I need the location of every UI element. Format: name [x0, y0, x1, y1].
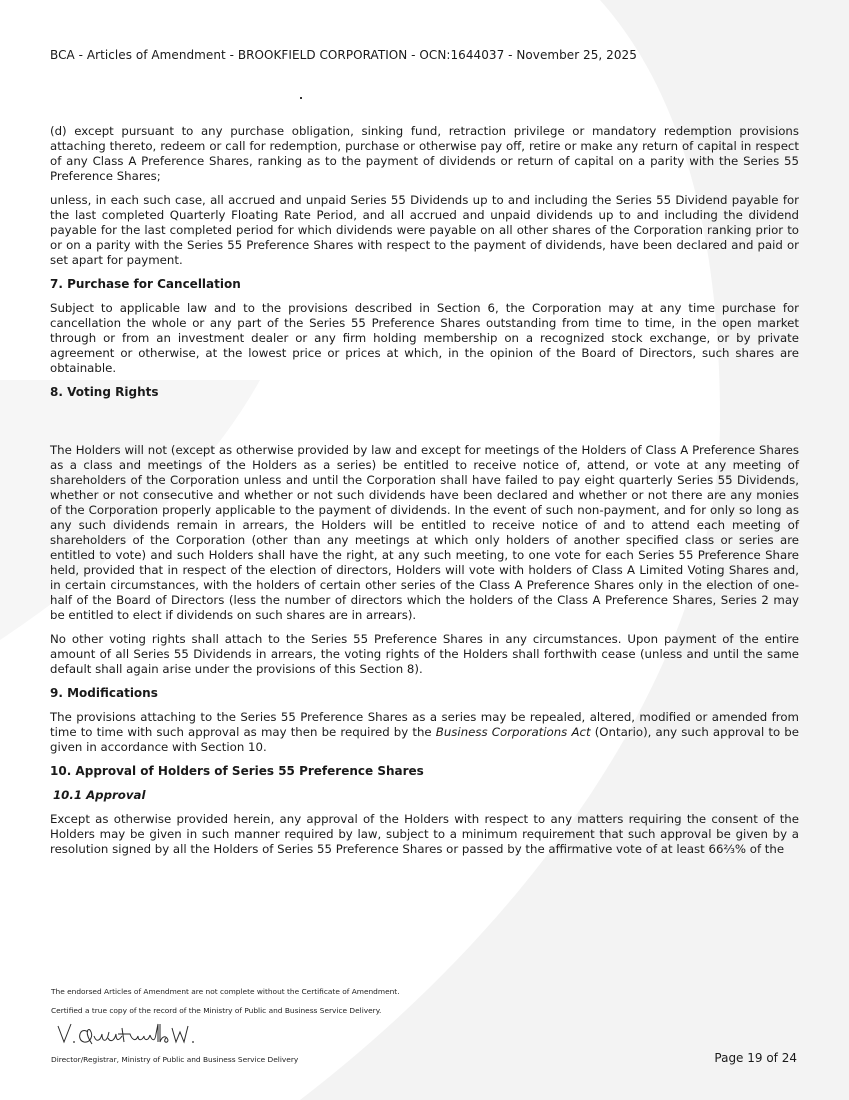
act-name: Business Corporations Act	[435, 725, 591, 739]
paragraph-section-7: Subject to applicable law and to the provisions described in Section 6, the Corporation may at any time purchase for cancellation the whole or any part of the Series 55 Preference Shares outstanding from time to time, in the open market through or from an investment dealer or any firm holding membership on a recognized stock exchange, or by private agreement or otherwise, at the lowest price or prices at which, in the opinion of the Board of Directors, such shares are obtainable.	[50, 301, 799, 375]
heading-section-7: 7. Purchase for Cancellation	[50, 277, 241, 291]
paragraph-section-9	[50, 710, 799, 755]
paragraph-section-10-1: Except as otherwise provided herein, any approval of the Holders with respect to any matters requiring the consent of the Holders may be given in such manner required by law, subject to a minimum requirement that such approval be given by a resolution signed by all the Holders of Series 55 Preference Shares or passed by the affirmative vote of at least 66⅔% of the	[50, 812, 799, 856]
section-9-text-start: The provisions attaching to the Series 55 Preference Shares as a series may be repealed, altered, modified or amended from time to time with such approval as may then be required by the	[50, 710, 799, 739]
section-9-text-end: (Ontario), any such approval to be given in accordance with Section 10.	[50, 725, 799, 754]
heading-section-10: 10. Approval of Holders of Series 55 Preference Shares	[50, 764, 424, 778]
heading-section-8: 8. Voting Rights	[50, 385, 159, 399]
paragraph-unless: unless, in each such case, all accrued and unpaid Series 55 Dividends up to and including the Series 55 Dividend payable for the last completed Quarterly Floating Rate Period, and all accrued and unpaid dividends up to and including the dividend payable for the last completed period for which dividends were payable on all other shares of the Corporation ranking prior to or on a parity with the Series 55 Preference Shares with respect to the payment of dividends, have been declared and paid or set apart for payment.	[50, 193, 799, 267]
page-number: Page 19 of 24	[714, 1051, 797, 1065]
heading-section-10-1: 10.1 Approval	[53, 788, 146, 802]
certificate-note: The endorsed Articles of Amendment are not complete without the Certificate of Amendment.	[51, 987, 400, 996]
registrar-title: Director/Registrar, Ministry of Public and Business Service Delivery	[51, 1055, 299, 1064]
registrar-signature	[54, 1018, 214, 1048]
document-header: BCA - Articles of Amendment - BROOKFIELD CORPORATION - OCN:1644037 - November 25, 2025	[50, 48, 637, 62]
document-page	[50, 0, 799, 1100]
certified-copy-note: Certified a true copy of the record of the Ministry of Public and Business Service Delivery.	[51, 1006, 382, 1015]
document-body	[50, 124, 799, 866]
paragraph-d: (d) except pursuant to any purchase obligation, sinking fund, retraction privilege or mandatory redemption provisions attaching thereto, redeem or call for redemption, purchase or otherwise pay off, retire or make any return of capital in respect of any Class A Preference Shares, ranking as to the payment of dividends or return of capital on a parity with the Series 55 Preference Shares;	[50, 124, 799, 183]
paragraph-section-8a: The Holders will not (except as otherwise provided by law and except for meetings of the Holders of Class A Preference Shares as a class and meetings of the Holders as a series) be entitled to receive notice of, attend, or vote at any meeting of shareholders of the Corporation unless and until the Corporation shall have failed to pay eight quarterly Series 55 Dividends, whether or not consecutive and whether or not such dividends have been declared and whether or not there are any monies of the Corporation properly applicable to the payment of dividends. In the event of such non-payment, and for only so long as any such dividends remain in arrears, the Holders will be entitled to receive notice of and to attend each meeting of shareholders of the Corporation (other than any meetings at which only holders of another specified class or series are entitled to vote) and such Holders shall have the right, at any such meeting, to one vote for each Series 55 Preference Share held, provided that in respect of the election of directors, Holders will vote with holders of Class A Limited Voting Shares and, in certain circumstances, with the holders of certain other series of the Class A Preference Shares only in the election of one-half of the Board of Directors (less the number of directors which the holders of the Class A Preference Shares, Series 2 may be entitled to elect if dividends on such shares are in arrears).	[50, 443, 799, 622]
stray-dot	[300, 97, 302, 99]
heading-section-9: 9. Modifications	[50, 686, 158, 700]
paragraph-section-8b: No other voting rights shall attach to the Series 55 Preference Shares in any circumstances. Upon payment of the entire amount of all Series 55 Dividends in arrears, the voting rights of the Holders shall forthwith cease (unless and until the same default shall again arise under the provisions of this Section 8).	[50, 632, 799, 676]
